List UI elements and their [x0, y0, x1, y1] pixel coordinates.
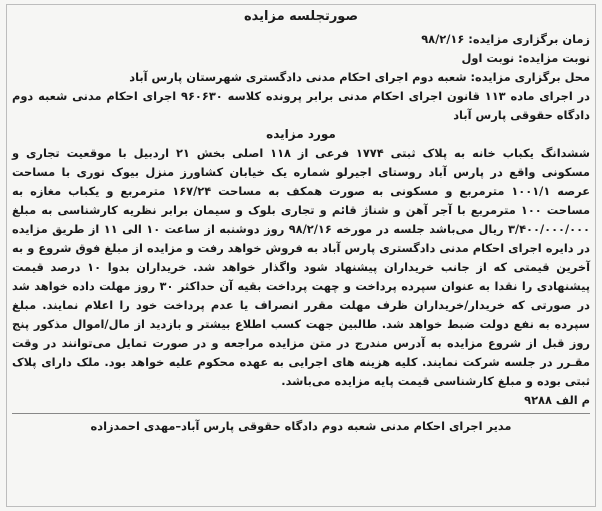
auction-date-line: زمان برگزاری مزایده: ۹۸/۲/۱۶ [421, 32, 590, 46]
reference-code: م الف ۹۲۸۸ [524, 393, 590, 407]
body-paragraph: ششدانگ یکباب خانه به پلاک ثبتی ۱۷۷۴ فرعی از ۱۱۸ اصلی بخش ۲۱ اردبیل با موقعیت تجاری و مسکونی واقع در پارس آباد روستای اجیرلو شماره یک خیابان کشاورز منزل بیوک نوری با مساحت عرصه ۱۰۰۱/۱ مترمربع و مسکونی به صورت همکف به مساحت ۱۶۷/۲۴ مترمربع و یکباب مغازه به مساحت ۱۰۰ مترمربع با آجر آهن و شناژ قائم و تجاری بلوک و سیمان برابر نظریه کارشناسی به مبلغ ۳/۴۰۰/۰۰۰/۰۰۰ ریال می‌باشد جلسه در مورخه ۹۸/۲/۱۶ روز دوشنبه از ساعت ۱۰ الی ۱۱ از طریق مزایده در دایره اجرای احکام مدنی دادگستری پارس آباد به فروش خواهد رفت و مزایده از مبلغ فوق شروع و به آخرین قیمتی که از جانب خریداران پیشنهاد شود واگذار خواهد شد. خریداران بدوا ۱۰ درصد قیمت پیشنهادی را نقدا به عنوان سپرده پرداخت و چهت پرداخت بقیه آن حداکثر ۳۰ روز مهلت داده خواهد شد در صورتی که خریدار/خریداران ظرف مهلت مقرر انصراف یا عدم پرداخت خود را اعلام نمایند. مبلغ سپرده به نفع دولت ضبط خواهد شد. طالبین جهت کسب اطلاع بیشتر و بازدید از مال/اموال مذکور پنج روز قبل از شروع مزایده به آدرس مندرج در متن مزایده مراجعه و در صورت تمایل می‌توانند در وقت مقـرر در جلسه شرکت نمایند. کلیه هزینه های اجرایی به عهده محکوم علیه خواهد بود. ملک دارای پلاک ثبتی بوده و مبلغ کارشناسی قیمت پایه مزایده می‌باشد. [12, 146, 590, 388]
subject-heading: مورد مزایده [266, 127, 336, 141]
auction-round-line: نوبت مزایده: نوبت اول [461, 51, 590, 65]
intro-paragraph: در اجرای ماده ۱۱۳ قانون اجرای احکام مدنی برابر پرونده کلاسه ۹۶۰۶۳۰ اجرای احکام مدنی شعبه دوم دادگاه حقوقی پارس آباد [12, 89, 591, 122]
auction-venue-line: محل برگزاری مزایده: شعبه دوم اجرای احکام مدنی دادگستری شهرستان پارس آباد [129, 70, 590, 84]
notice-title: صورتجلسه مزایده [243, 9, 359, 24]
divider [12, 413, 590, 414]
signature-line: مدیر اجرای احکام مدنی شعبه دوم دادگاه حقوقی پارس آباد–مهدی احمدزاده [90, 419, 512, 433]
